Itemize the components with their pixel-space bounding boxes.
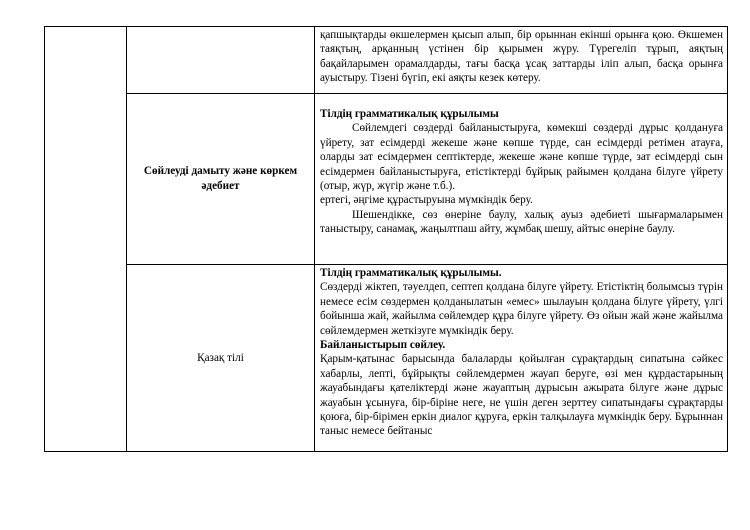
content-paragraph: Шешендікке, сөз өнеріне баулу, халық ауыз әдебиеті шығармаларымен таныстыру, санамақ, жаңылтпаш айту, жұмбақ шешу, айтыс өнеріне баулу.: [320, 208, 723, 236]
table-row: [45, 27, 728, 94]
subject-cell: Сөйлеуді дамыту және көркем әдебиет: [127, 94, 315, 265]
curriculum-table: [44, 26, 728, 452]
content-cell: [315, 265, 728, 452]
subject-cell: Қазақ тілі: [127, 265, 315, 452]
section-cell: [45, 27, 127, 452]
section-heading: Тілдің грамматикалық құрылымы: [320, 108, 499, 120]
content-paragraph: Сөздерді жіктеп, тәуелдеп, септеп қолдана білуге үйрету. Етістіктің болымсыз түрін немесе есім сөздермен қолданылатын «емес» шылауын қолдана білуге үйрету, үлгі бойынша жай, жайылма сөйлемдер құра білуге үйрету. Өз ойын жай және жайылма сөйлемдермен жеткізуге мүмкіндік беру.: [320, 281, 723, 337]
subject-cell: [127, 27, 315, 94]
section-heading: Тілдің грамматикалық құрылымы.: [320, 267, 502, 279]
content-cell: [315, 94, 728, 265]
table-row: [45, 94, 728, 265]
content-paragraph: Қарым-қатынас барысында балаларды қойылған сұрақтардың сипатына сәйкес хабарлы, лепті, бұйрықты сөйлемдермен жауап беруге, өзі мен құрдастарының жауабындағы қателіктерді және жауаптың дұрысын ажырата білуге және дұрыс жауабын ұсынуға, бір-біріне неге, не үшін деген зерттеу сипатындағы сұрақтарды қоюға, бір-бірімен еркін диалог құруға, еркін талқылауға мүмкіндік беру. Бұрыннан таныс немесе бейтаныс: [320, 353, 723, 438]
content-paragraph: қапшықтарды өкшелермен қысып алып, бір орыннан екінші орынға қою. Өкшемен таяқтың, арқанның үстінен бір қырымен жүру. Түрегеліп тұрып, аяқтың бақайларымен орамалдарды, тағы басқа ұсақ заттарды іліп алып, басқа орынға ауыстыру. Тізені бүгіп, екі аяқты кезек көтеру.: [320, 29, 723, 85]
content-paragraph: ертегі, әңгіме құрастыруына мүмкіндік беру.: [320, 194, 533, 207]
table-row: [45, 265, 728, 452]
content-cell: [315, 27, 728, 94]
section-heading: Байланыстырып сөйлеу.: [320, 339, 446, 352]
content-paragraph: Сөйлемдегі сөздерді байланыстыруға, көмекші сөздерді дұрыс қолдануға үйрету, зат есімдерді жекеше және көпше түрде, сан есімдерді ретімен атауға, оларды зат есімдермен септіктерде, жекеше және көпше түрде, зат есімдерді сын есімдермен байланыстыруға, етістіктерді бұйрық райымен қолдана білуге үйрету (отыр, жүр, жүгір және т.б.).: [320, 122, 723, 193]
